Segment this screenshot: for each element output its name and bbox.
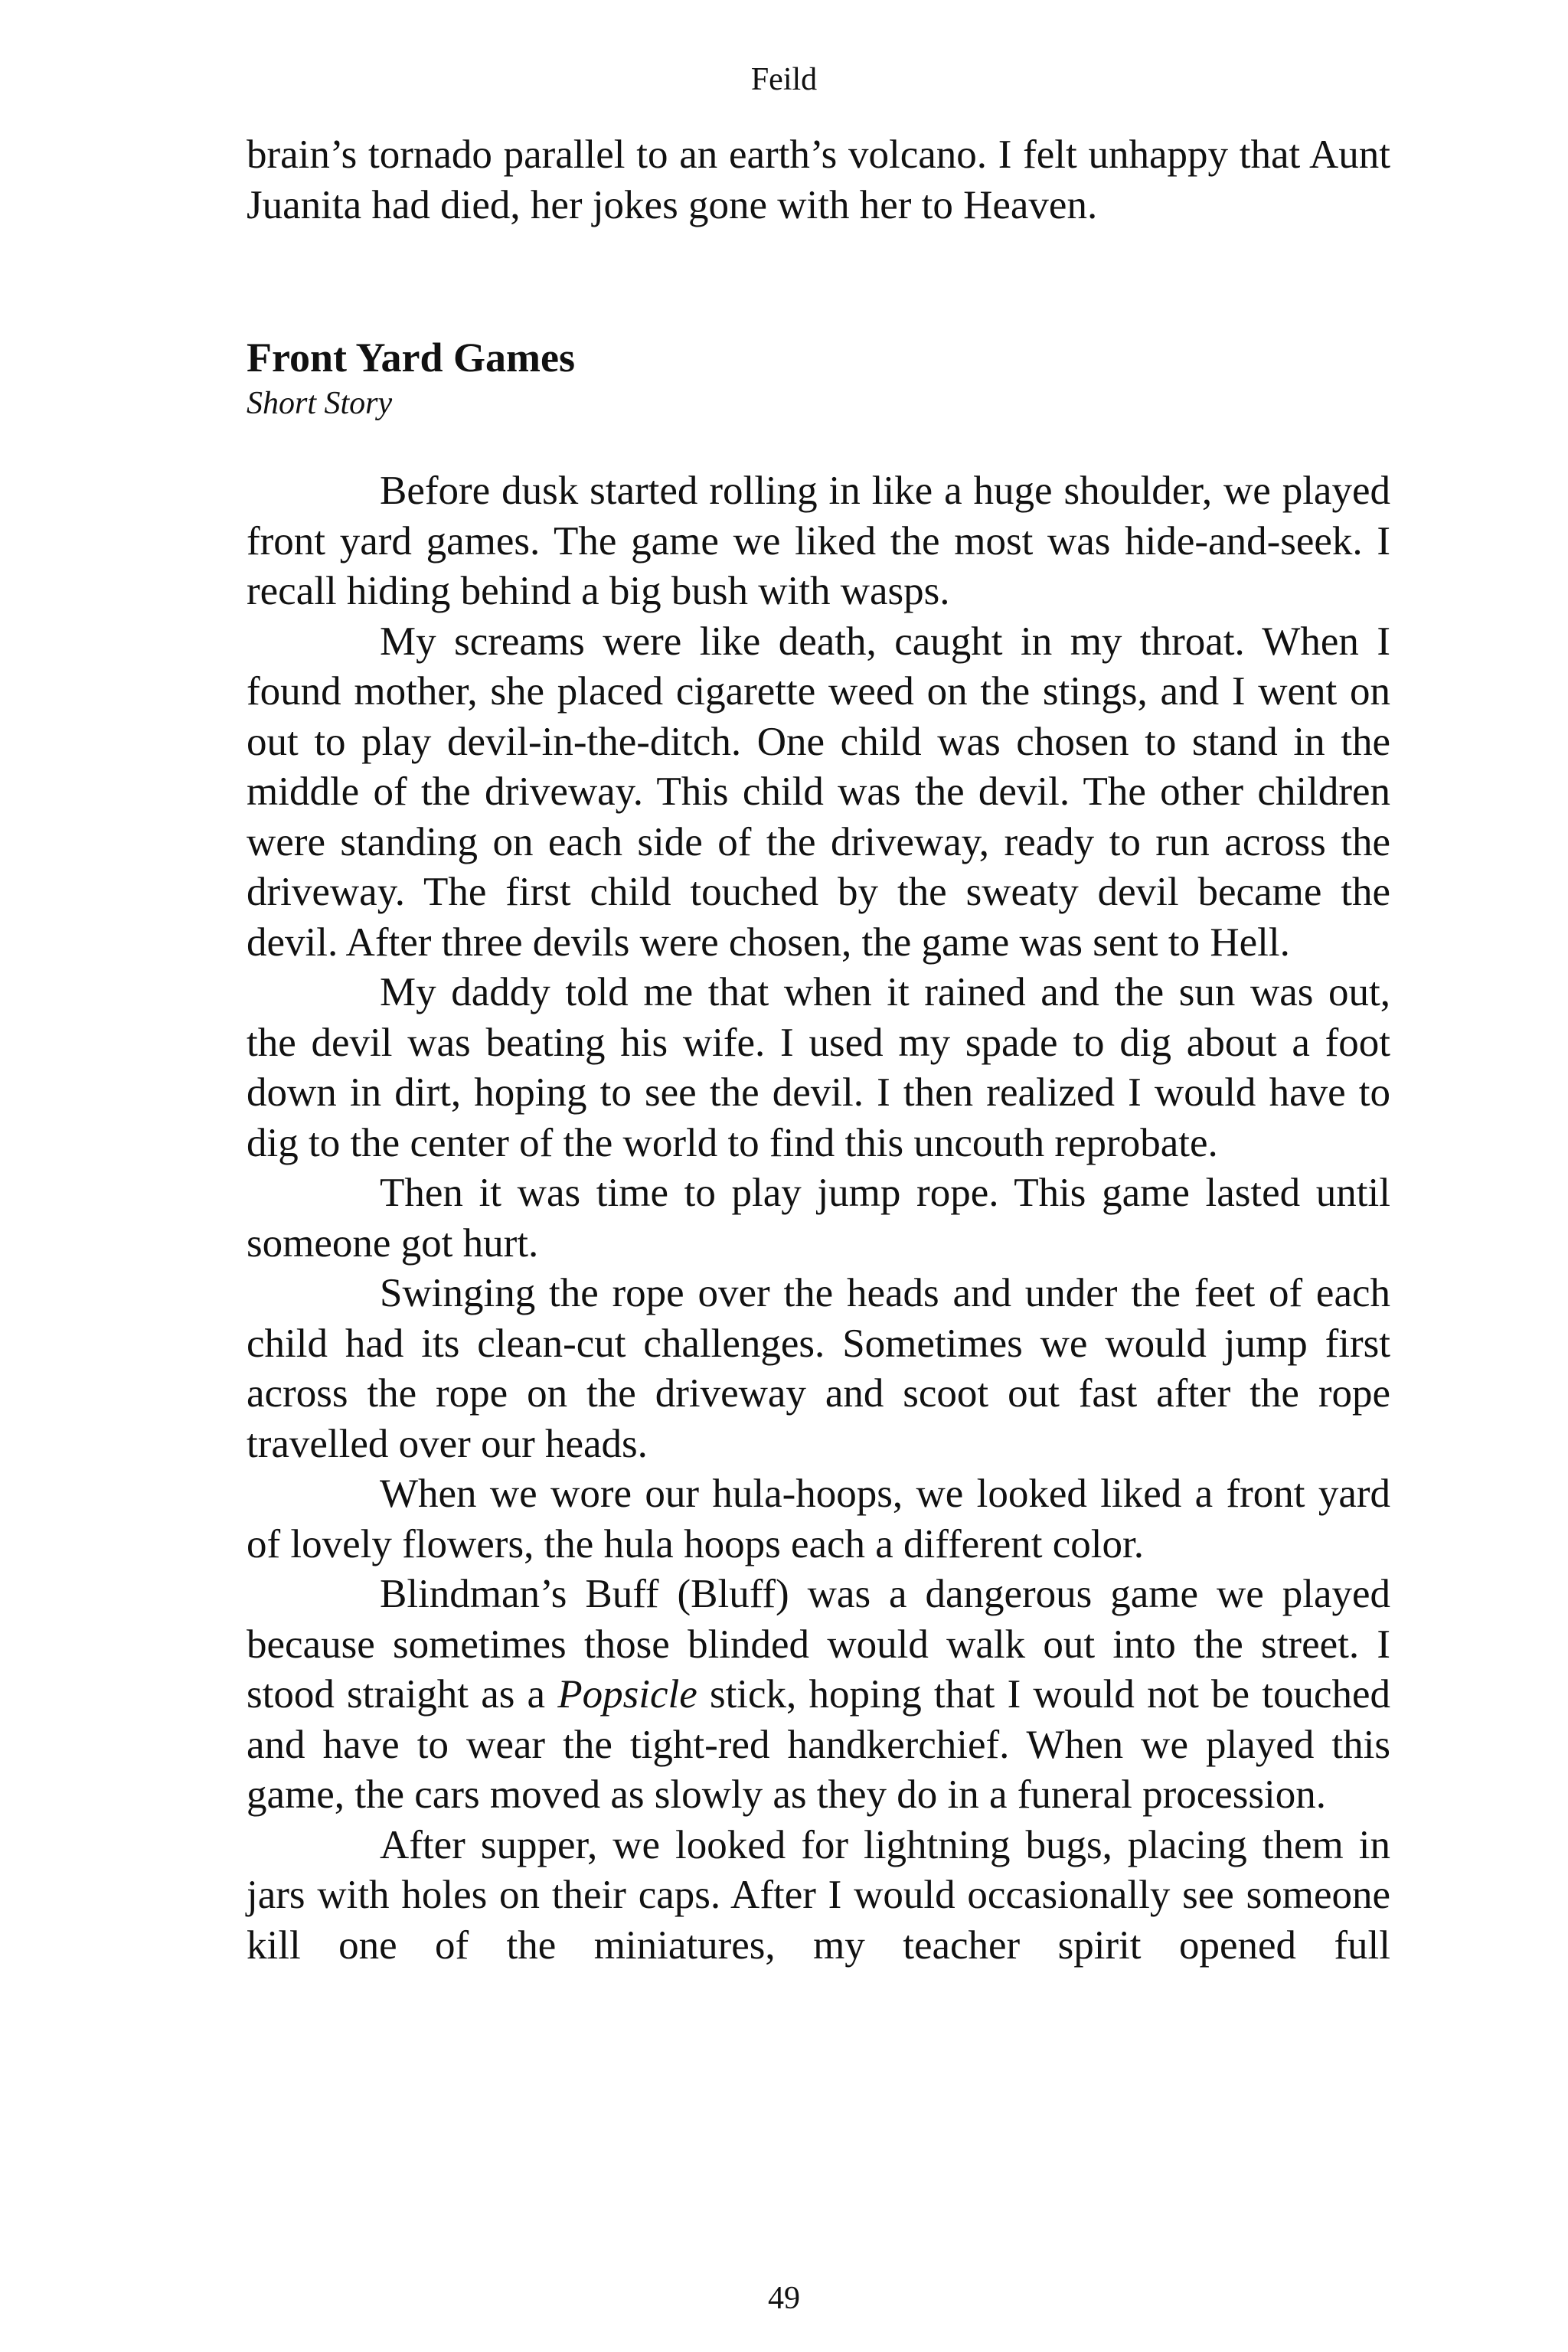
- story-paragraph-last: After supper, we looked for lightning bugs, placing them in jars with holes on their caps. After I would occasionally see someone kill one of the miniatures, my teacher spirit opened full: [247, 1822, 1390, 1968]
- running-head: Feild: [750, 62, 818, 97]
- section-spacer: [247, 230, 1390, 333]
- story-paragraph-blindmans-buff: [247, 1570, 1390, 1821]
- continued-paragraph: brain’s tornado parallel to an earth’s volcano. I felt unhappy that Aunt Juanita had died, her jokes gone with her to Heaven.: [247, 132, 1390, 227]
- story-paragraph: Before dusk started rolling in like a huge shoulder, we played front yard games. The game we liked the most was hide-and-seek. I recall hiding behind a big bush with wasps.: [247, 469, 1390, 613]
- paragraph-text: Blindman’s Buff (Bluff) was a dangerous game we played because sometimes those blinded would walk out into the street. I stood straight as a: [247, 1572, 1390, 1717]
- text-block: [247, 130, 1390, 1971]
- paragraph-text: stick, hoping that I would not be touched and have to wear the tight-red handkerchief. When we played this game, the cars moved as slowly as they do in a funeral procession.: [247, 1672, 1390, 1817]
- italic-brand-name: Popsicle: [557, 1672, 697, 1717]
- story-paragraph: Swinging the rope over the heads and under the feet of each child had its clean-cut challenges. Sometimes we would jump first across the rope on the driveway and scoot out fast after the rope travelled over our heads.: [247, 1271, 1390, 1466]
- story-subtitle: Short Story: [247, 386, 393, 421]
- story-paragraph: My daddy told me that when it rained and the sun was out, the devil was beating his wife. I used my spade to dig about a foot down in dirt, hoping to see the devil. I then realized I would have to dig to the center of the world to find this uncouth reprobate.: [247, 970, 1390, 1165]
- story-paragraph: Then it was time to play jump rope. This game lasted until someone got hurt.: [247, 1171, 1390, 1266]
- story-paragraph: My screams were like death, caught in my throat. When I found mother, she placed cigarette weed on the stings, and I went on out to play devil-in-the-ditch. One child was chosen to stand in the middle of the driveway. This child was the devil. The other children were standing on each side of the driveway, ready to run across the driveway. The first child touched by the sweaty devil became the devil. After three devils were chosen, the game was sent to Hell.: [247, 619, 1390, 965]
- story-title: Front Yard Games: [247, 335, 575, 381]
- subtitle-spacer: [247, 425, 1390, 466]
- page-number: 49: [768, 2281, 800, 2316]
- story-paragraph: When we wore our hula-hoops, we looked liked a front yard of lovely flowers, the hula hoops each a different color.: [247, 1472, 1390, 1566]
